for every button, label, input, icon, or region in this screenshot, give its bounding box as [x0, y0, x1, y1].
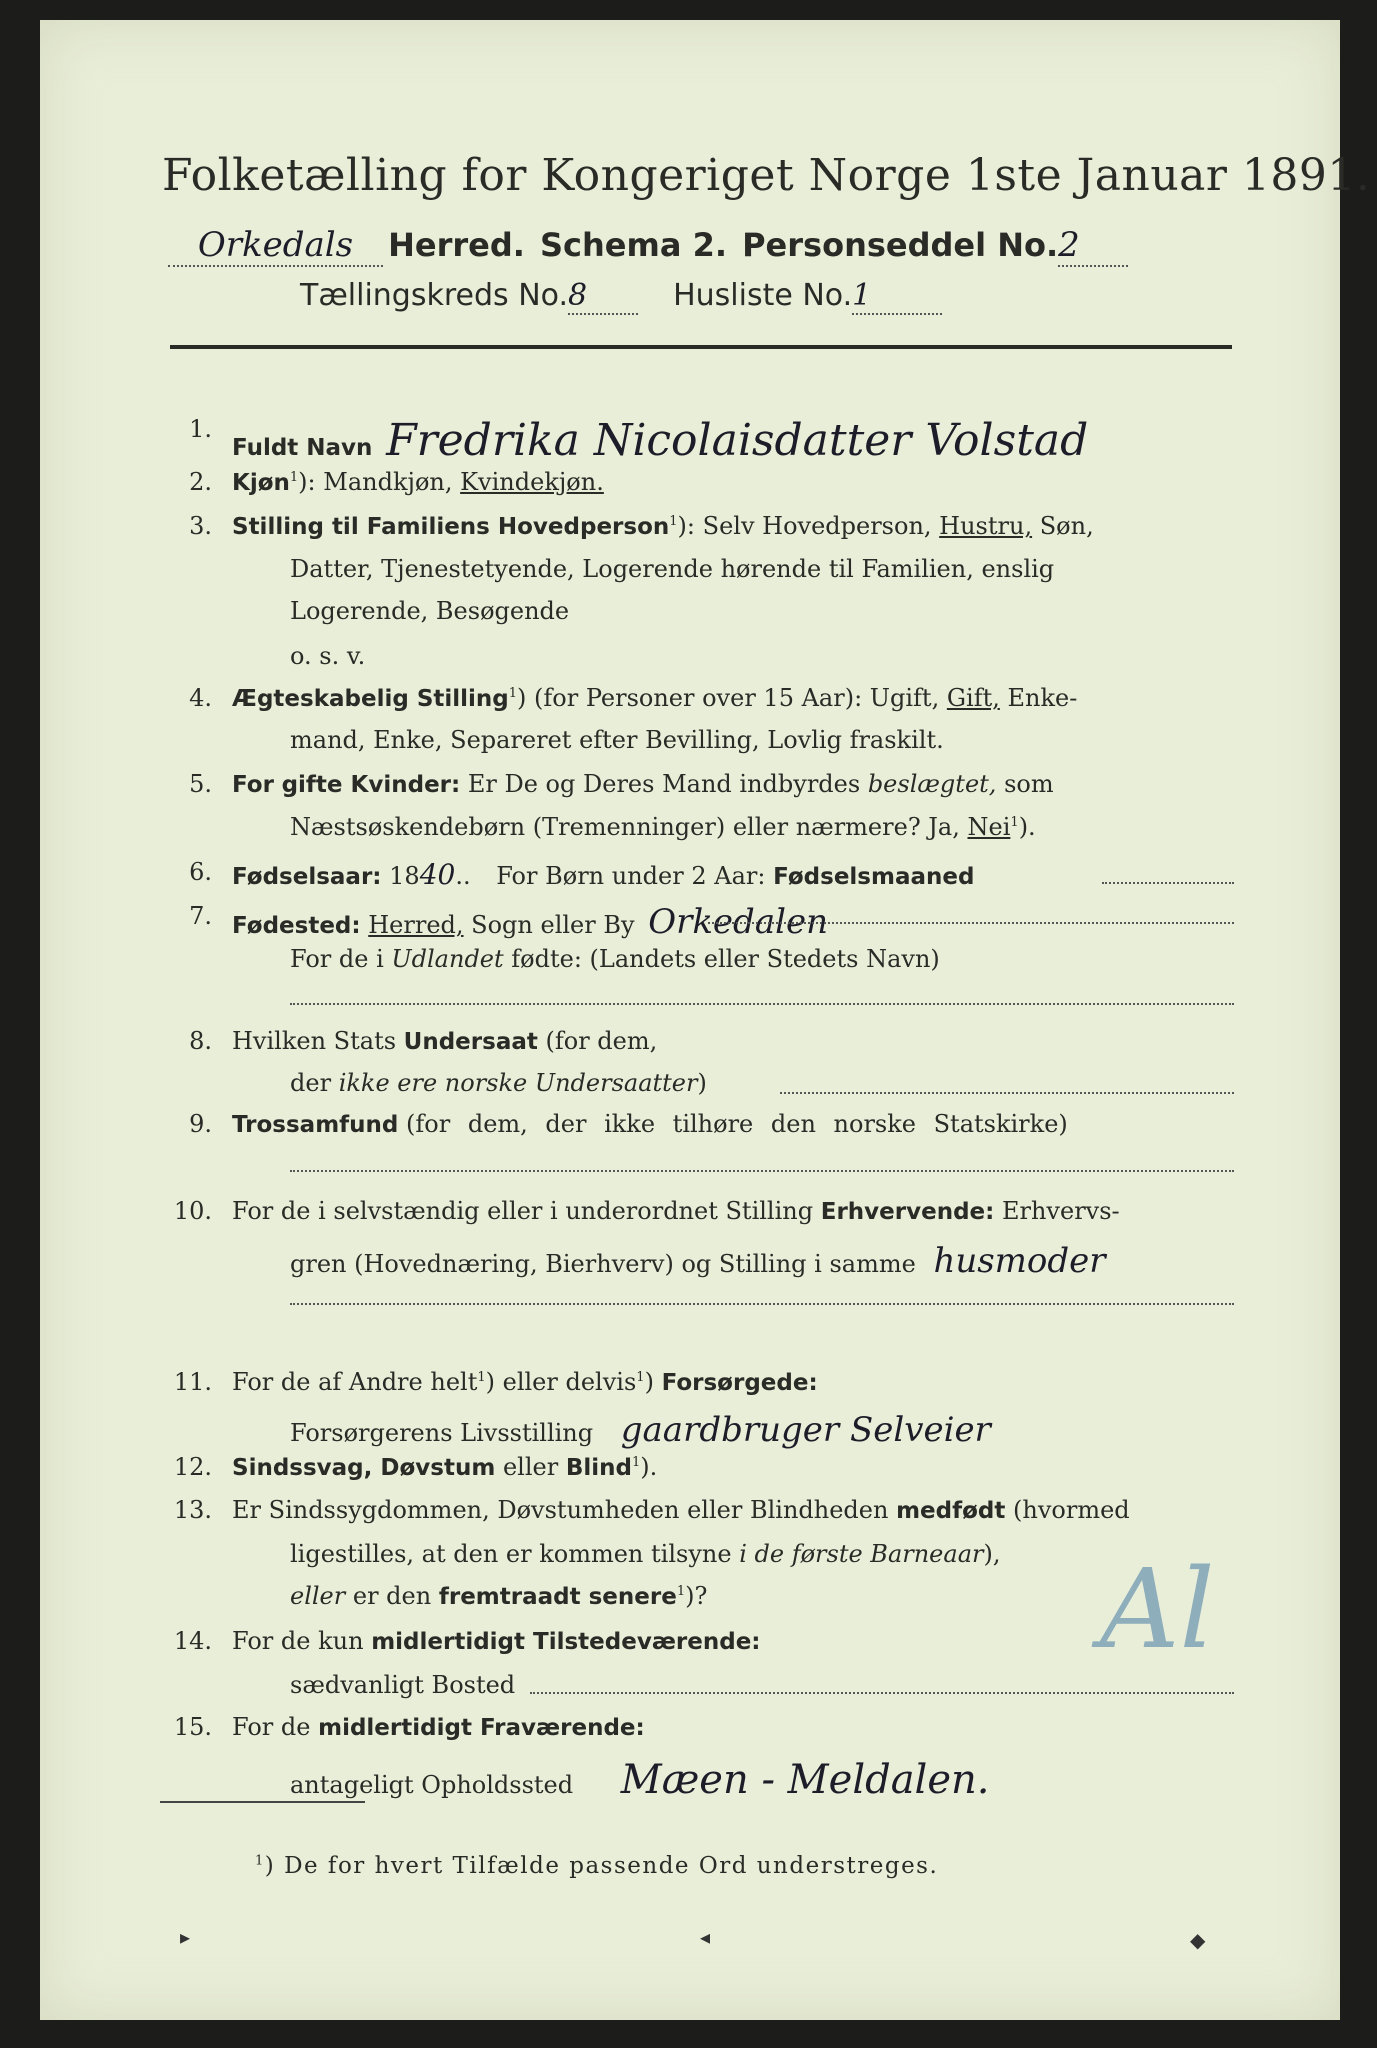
q5-line2: Næstsøskendebørn (Tremenninger) eller nærmere? Ja, Nei$^1$).	[290, 813, 1036, 841]
q1-row	[232, 415, 1088, 466]
q3-selected-option: Hustru,	[939, 512, 1033, 540]
stamp-mark: Al	[1100, 1545, 1215, 1673]
q11-number: 11.	[173, 1368, 212, 1396]
q15-text: For de	[232, 1713, 311, 1741]
q2-text: ): Mandkjøn,	[298, 468, 453, 496]
q10-blank	[290, 1303, 1234, 1305]
census-form	[40, 20, 1371, 2020]
q3-line4: o. s. v.	[290, 642, 366, 670]
q10-occupation-value: husmoder	[933, 1241, 1106, 1281]
q3-line3: Logerende, Besøgende	[290, 597, 570, 625]
q6-blank	[1102, 882, 1234, 884]
q14-row	[232, 1627, 761, 1655]
q4-number: 4.	[189, 684, 212, 712]
schema-label: Schema 2.	[540, 226, 727, 264]
q2-selected-option: Kvindekjøn.	[460, 468, 604, 496]
q5-text-c: som	[1004, 770, 1054, 798]
q15-line2	[290, 1757, 990, 1803]
q2-row	[232, 468, 604, 496]
q13-line3-a: er den	[352, 1582, 432, 1610]
q8-line2: der ikke ere norske Undersaatter)	[290, 1069, 707, 1097]
q12-label: Sindssvag, Døvstum	[232, 1455, 496, 1481]
q10-label: Erhvervende:	[820, 1199, 995, 1225]
q14-number: 14.	[173, 1627, 212, 1655]
q2-footnote-ref: 1	[289, 470, 299, 485]
q13-line3-tail: )?	[685, 1582, 708, 1610]
q11-text: For de af Andre helt	[232, 1368, 478, 1396]
q15-label: midlertidigt Fraværende:	[318, 1715, 645, 1741]
q11-label: Forsørgede:	[661, 1370, 818, 1396]
q13-label: medfødt	[896, 1498, 1006, 1524]
q10-row	[232, 1197, 1120, 1225]
q5-row	[232, 770, 1054, 798]
q13-number: 13.	[173, 1496, 212, 1524]
q13-line3: eller er den fremtraadt senere$^1$)?	[290, 1582, 708, 1610]
q13-row	[232, 1496, 1130, 1524]
footnote-text: ) De for hvert Tilfælde passende Ord understreges.	[264, 1853, 939, 1879]
q5-text: Er De og Deres Mand indbyrdes	[467, 770, 861, 798]
q3-number: 3.	[189, 512, 212, 540]
q5-label-b: gifte Kvinder:	[281, 772, 461, 798]
husliste-label: Husliste No.	[673, 278, 853, 313]
q5-selected-option: Nei	[967, 813, 1011, 841]
q3-text: ): Selv Hovedperson,	[677, 512, 932, 540]
q7-line2-a: For de i	[290, 945, 384, 973]
q12-tail: ).	[640, 1453, 658, 1481]
q15-number: 15.	[173, 1713, 212, 1741]
q13-line2	[290, 1540, 1000, 1568]
margin-mark-left: ▸	[180, 1925, 191, 1949]
q8-line2-italic: ikke ere norske Undersaatter	[338, 1069, 698, 1097]
q8-label: Undersaat	[403, 1029, 538, 1055]
q10-number: 10.	[173, 1197, 212, 1225]
q7-selected-option: Herred,	[368, 911, 464, 939]
q3-text-b: Søn,	[1039, 512, 1094, 540]
q13-line3-label: fremtraadt senere	[438, 1584, 677, 1610]
q6-label: Fødselsaar:	[232, 864, 382, 890]
q9-number: 9.	[189, 1110, 212, 1138]
kreds-label: Tællingskreds No.	[300, 278, 568, 313]
q12-row: Sindssvag, Døvstum eller Blind$^1$).	[232, 1453, 658, 1481]
q7-line2	[290, 945, 940, 973]
q5-label-a: For	[232, 772, 274, 798]
personseddel-label: Personseddel No.	[742, 226, 1059, 264]
q5-line2-text: Næstsøskendebørn (Tremenninger) eller nærmere? Ja,	[290, 813, 960, 841]
q2-label: Kjøn	[232, 470, 290, 496]
q15-line2-text: antageligt Opholdssted	[290, 1771, 574, 1799]
q6-label2: Fødselsmaaned	[773, 864, 975, 890]
q13-line2-a: ligestilles, at den er kommen tilsyne	[290, 1540, 732, 1568]
q10-line2	[290, 1241, 1106, 1281]
q8-line2-a: der	[290, 1069, 332, 1097]
herred-value: Orkedals	[197, 225, 354, 265]
q6-year-prefix: 18	[389, 862, 420, 890]
q11-provider-value: gaardbruger Selveier	[620, 1410, 991, 1450]
q7-text: Sogn eller By	[471, 911, 635, 939]
q7-foreign-blank	[290, 1003, 1234, 1005]
herred-label: Herred.	[388, 226, 525, 264]
q9-blank	[290, 1170, 1234, 1172]
husliste-value: 1	[852, 278, 872, 313]
q10-text: For de i selvstændig eller i underordnet Stilling	[232, 1197, 814, 1225]
footnote-rule	[160, 1801, 365, 1803]
q11-line2	[290, 1410, 991, 1450]
q13-text: Er Sindssygdommen, Døvstumheden eller Blindheden	[232, 1496, 889, 1524]
q8-text: Hvilken Stats	[232, 1027, 397, 1055]
q2-number: 2.	[189, 468, 212, 496]
q1-name-value: Fredrika Nicolaisdatter Volstad	[386, 415, 1089, 466]
q4-row: Ægteskabelig Stilling$^1$) (for Personer over 15 Aar): Ugift, Gift, Enke-	[232, 684, 1078, 712]
q12-label-b: Blind	[565, 1455, 632, 1481]
q11-text-b: ) eller delvis	[485, 1368, 637, 1396]
q3-line2: Datter, Tjenestetyende, Logerende hørende til Familien, enslig	[290, 555, 1055, 583]
q5-number: 5.	[189, 770, 212, 798]
q7-birthplace-value: Orkedalen	[648, 902, 828, 942]
q8-text-b: (for dem,	[545, 1027, 658, 1055]
q1-label: Fuldt Navn	[232, 435, 373, 461]
q13-line2-italic: i de første Barneaar	[739, 1540, 984, 1568]
q3-row: Stilling til Familiens Hovedperson$^1$): Selv Hovedperson, Hustru, Søn,	[232, 512, 1094, 540]
q6-number: 6.	[189, 858, 212, 886]
margin-mark-right: ◆	[1190, 1928, 1206, 1952]
q4-label: Ægteskabelig Stilling	[232, 686, 509, 712]
q14-label: midlertidigt Tilstedeværende:	[371, 1629, 761, 1655]
q14-text: For de kun	[232, 1627, 364, 1655]
q4-line2: mand, Enke, Separeret efter Bevilling, Lovlig fraskilt.	[290, 726, 944, 754]
q15-row	[232, 1713, 645, 1741]
kreds-value: 8	[568, 278, 588, 313]
q5-tail: ).	[1018, 813, 1036, 841]
q15-residence-value: Mæen - Meldalen.	[620, 1757, 990, 1803]
q7-blank	[708, 922, 1234, 924]
kreds-row	[300, 278, 942, 315]
header-rule	[170, 345, 1232, 349]
q4-text: ) (for Personer over 15 Aar): Ugift,	[517, 684, 940, 712]
q5-italic: beslægtet,	[867, 770, 997, 798]
q6-text: For Børn under 2 Aar:	[496, 862, 766, 890]
q9-label: Trossamfund	[232, 1112, 399, 1138]
q10-text-b: Erhvervs-	[1001, 1197, 1120, 1225]
q7-line2-italic: Udlandet	[391, 945, 504, 973]
q6-year-value: 40	[419, 858, 456, 891]
q13-line3-italic: eller	[290, 1582, 346, 1610]
q11-line2-text: Forsørgerens Livsstilling	[290, 1419, 594, 1447]
q7-number: 7.	[189, 902, 212, 930]
q11-row: For de af Andre helt$^1$) eller delvis$^1$) Forsørgede:	[232, 1368, 818, 1396]
q7-line2-b: fødte: (Landets eller Stedets Navn)	[511, 945, 940, 973]
q13-text-b: (hvormed	[1013, 1496, 1130, 1524]
q9-row	[232, 1110, 1068, 1138]
q3-label: Stilling til Familiens Hovedperson	[232, 514, 670, 540]
q8-blank	[780, 1092, 1234, 1094]
q14-line2: sædvanligt Bosted	[290, 1671, 516, 1699]
q4-text-b: Enke-	[1007, 684, 1078, 712]
q7-label: Fødested:	[232, 913, 361, 939]
q10-line2-text: gren (Hovednæring, Bierhverv) og Stilling i samme	[290, 1250, 916, 1278]
form-title: Folketælling for Kongeriget Norge 1ste Januar 1891.	[162, 150, 1371, 201]
herred-row	[168, 225, 1128, 267]
q9-text: (for dem, der ikke tilhøre den norske Statskirke)	[406, 1110, 1068, 1138]
q8-row	[232, 1027, 657, 1055]
margin-mark-center: ◂	[700, 1925, 711, 1949]
q13-line2-b: ),	[983, 1540, 1001, 1568]
footnote: $^1$) De for hvert Tilfælde passende Ord understreges.	[255, 1853, 939, 1879]
q12-text: eller	[502, 1453, 559, 1481]
q6-row: Fødselsaar: 1840.. For Børn under 2 Aar: Fødselsmaaned	[232, 858, 975, 891]
personseddel-value: 2	[1058, 225, 1080, 265]
q8-number: 8.	[189, 1027, 212, 1055]
q12-number: 12.	[173, 1453, 212, 1481]
q1-number: 1.	[189, 415, 212, 443]
q14-blank	[530, 1692, 1234, 1694]
q4-selected-option: Gift,	[946, 684, 1000, 712]
